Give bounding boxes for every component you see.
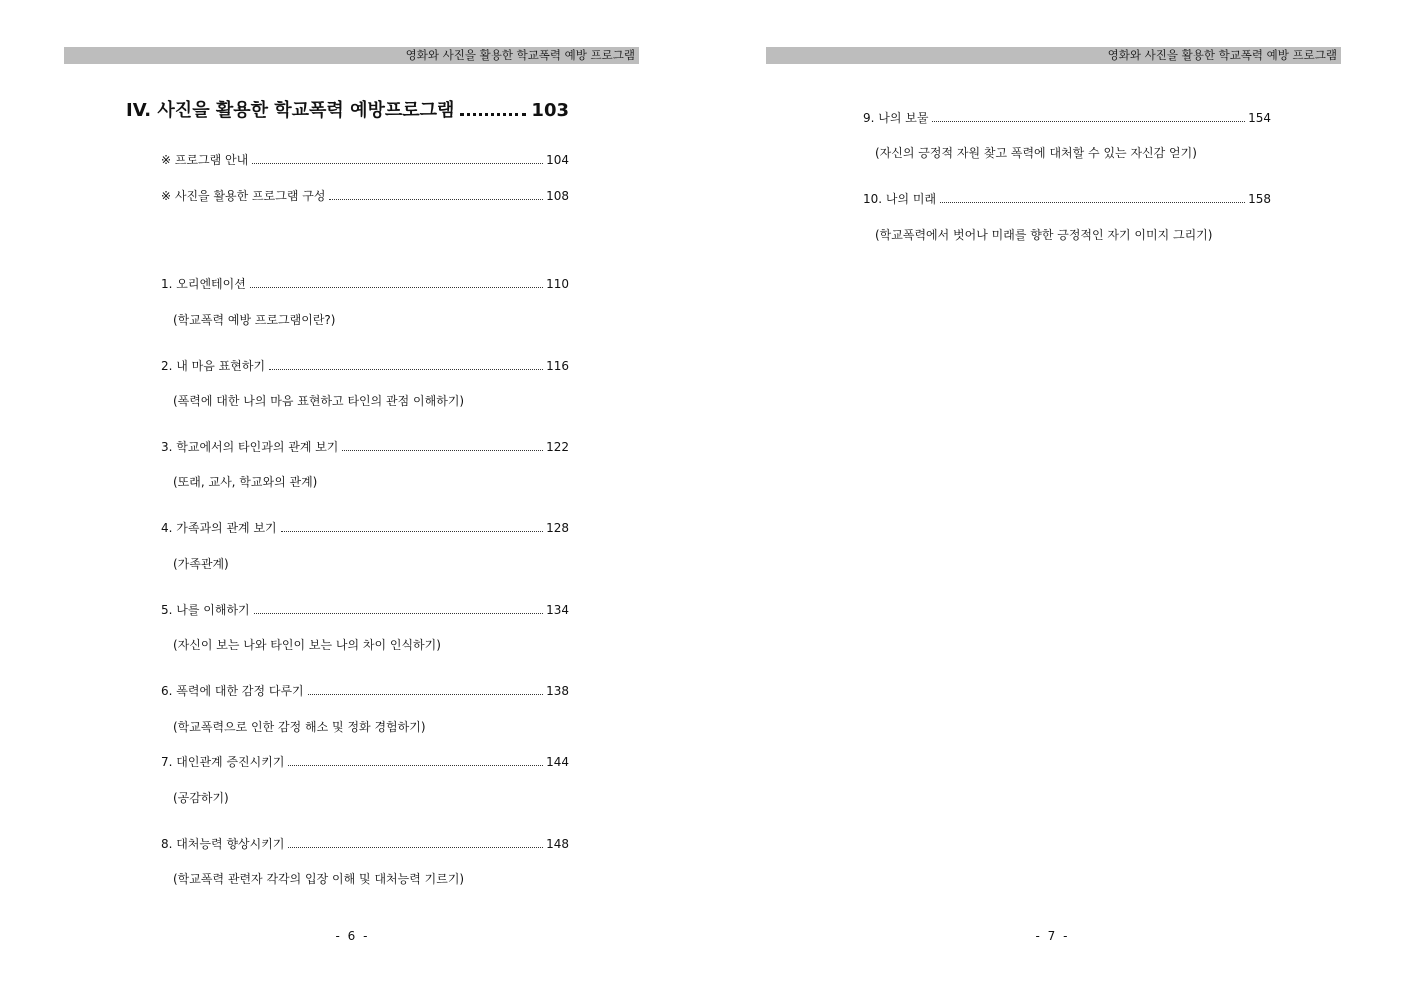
toc-page-number: 158 xyxy=(1248,192,1271,206)
toc-entry[interactable] xyxy=(161,275,569,292)
dot-leader xyxy=(940,202,1245,203)
toc-page-number: 108 xyxy=(546,189,569,203)
chapter-page-number: 103 xyxy=(531,100,569,121)
toc-title: 6. 폭력에 대한 감정 다루기 xyxy=(161,684,304,698)
chapter-heading[interactable] xyxy=(126,96,569,122)
toc-entry[interactable] xyxy=(161,835,569,852)
toc-title: 5. 나를 이해하기 xyxy=(161,603,250,617)
dot-leader xyxy=(269,369,543,370)
toc-title: ※ 프로그램 안내 xyxy=(161,153,249,167)
dot-leader xyxy=(329,199,543,200)
toc-entry[interactable] xyxy=(161,601,569,618)
dot-leader xyxy=(250,287,543,288)
toc-page-number: 104 xyxy=(546,153,569,167)
dot-leader xyxy=(460,113,526,116)
toc-title: ※ 사진을 활용한 프로그램 구성 xyxy=(161,189,326,203)
page-number-footer: - 6 - xyxy=(335,929,370,943)
toc-subtitle: (공감하기) xyxy=(173,791,229,805)
toc-subtitle: (가족관계) xyxy=(173,557,229,571)
dot-leader xyxy=(254,613,543,614)
toc-entry[interactable] xyxy=(161,682,569,699)
toc-entry[interactable] xyxy=(863,109,1271,126)
toc-entry[interactable] xyxy=(161,753,569,770)
dot-leader xyxy=(281,531,543,532)
toc-entry[interactable] xyxy=(161,519,569,536)
toc-title: 8. 대처능력 향상시키기 xyxy=(161,837,285,851)
dot-leader xyxy=(932,121,1245,122)
toc-subtitle: (학교폭력 예방 프로그램이란?) xyxy=(173,313,336,327)
toc-subtitle: (폭력에 대한 나의 마음 표현하고 타인의 관점 이해하기) xyxy=(173,394,465,408)
toc-page-number: 110 xyxy=(546,277,569,291)
toc-subtitle: (학교폭력에서 벗어나 미래를 향한 긍정적인 자기 이미지 그리기) xyxy=(875,228,1213,242)
toc-entry[interactable] xyxy=(161,357,569,374)
dot-leader xyxy=(288,765,543,766)
toc-title: 7. 대인관계 증진시키기 xyxy=(161,755,285,769)
dot-leader xyxy=(252,163,543,164)
left-page xyxy=(0,0,701,992)
toc-page-number: 148 xyxy=(546,837,569,851)
toc-title: 2. 내 마음 표현하기 xyxy=(161,359,266,373)
toc-note-program-guide[interactable] xyxy=(161,151,569,168)
right-page xyxy=(702,0,1403,992)
toc-title: 4. 가족과의 관계 보기 xyxy=(161,521,277,535)
page-number-footer: - 7 - xyxy=(1035,929,1070,943)
toc-subtitle: (학교폭력 관련자 각각의 입장 이해 및 대처능력 기르기) xyxy=(173,872,465,886)
toc-subtitle: (학교폭력으로 인한 감정 해소 및 정화 경험하기) xyxy=(173,720,426,734)
toc-note-program-structure[interactable] xyxy=(161,187,569,204)
toc-page-number: 116 xyxy=(546,359,569,373)
toc-page-number: 154 xyxy=(1248,111,1271,125)
toc-entry[interactable] xyxy=(161,438,569,455)
dot-leader xyxy=(342,450,543,451)
dot-leader xyxy=(288,847,543,848)
toc-page-number: 134 xyxy=(546,603,569,617)
toc-subtitle: (또래, 교사, 학교와의 관계) xyxy=(173,475,318,489)
toc-title: 1. 오리엔테이션 xyxy=(161,277,246,291)
dot-leader xyxy=(308,694,543,695)
toc-page-number: 144 xyxy=(546,755,569,769)
toc-title: 10. 나의 미래 xyxy=(863,192,937,206)
toc-page-number: 128 xyxy=(546,521,569,535)
chapter-title: IV. 사진을 활용한 학교폭력 예방프로그램 xyxy=(126,100,455,121)
toc-page-number: 122 xyxy=(546,440,569,454)
toc-subtitle: (자신이 보는 나와 타인이 보는 나의 차이 인식하기) xyxy=(173,638,441,652)
toc-entry[interactable] xyxy=(863,190,1271,207)
running-header: 영화와 사진을 활용한 학교폭력 예방 프로그램 xyxy=(64,47,639,64)
toc-subtitle: (자신의 긍정적 자원 찾고 폭력에 대처할 수 있는 자신감 얻기) xyxy=(875,146,1197,160)
running-header: 영화와 사진을 활용한 학교폭력 예방 프로그램 xyxy=(766,47,1341,64)
toc-title: 3. 학교에서의 타인과의 관계 보기 xyxy=(161,440,339,454)
toc-page-number: 138 xyxy=(546,684,569,698)
toc-title: 9. 나의 보물 xyxy=(863,111,929,125)
